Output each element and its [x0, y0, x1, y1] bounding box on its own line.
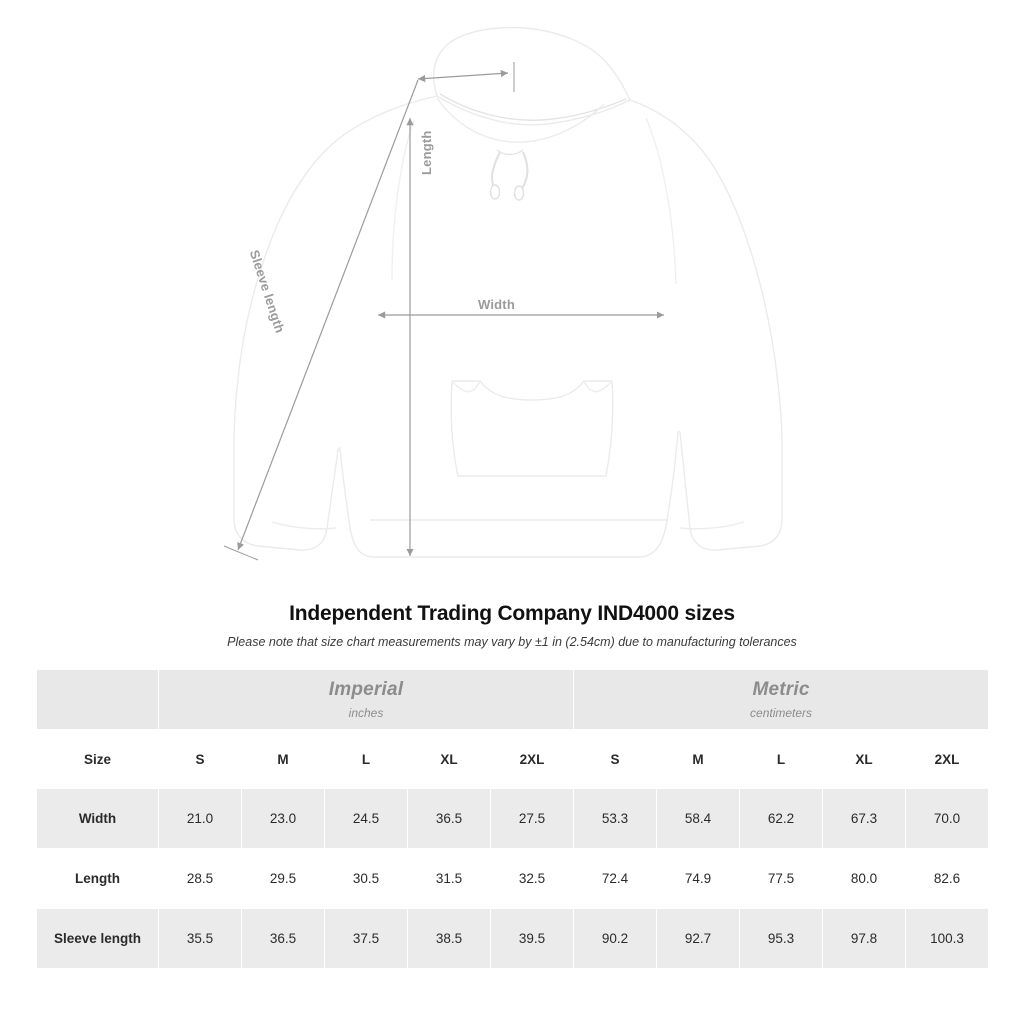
table-cell: 72.4 — [574, 849, 657, 909]
size-header-cell: XL — [408, 730, 491, 789]
unit-header-spacer — [37, 670, 159, 730]
size-header-cell: L — [325, 730, 408, 789]
table-cell: 24.5 — [325, 789, 408, 849]
table-cell: 29.5 — [242, 849, 325, 909]
table-cell: 39.5 — [491, 909, 574, 969]
table-cell: 38.5 — [408, 909, 491, 969]
unit-header-imperial — [159, 670, 574, 730]
table-cell: 70.0 — [906, 789, 989, 849]
title-block — [0, 602, 1024, 649]
table-cell: 32.5 — [491, 849, 574, 909]
table-cell: 36.5 — [408, 789, 491, 849]
size-header-cell: S — [159, 730, 242, 789]
size-header-row — [37, 730, 989, 789]
table-cell: 80.0 — [823, 849, 906, 909]
size-header-cell: L — [740, 730, 823, 789]
table-cell: 90.2 — [574, 909, 657, 969]
size-chart-table — [36, 669, 989, 969]
table-cell: 21.0 — [159, 789, 242, 849]
table-row — [37, 849, 989, 909]
size-chart-table-wrap — [36, 669, 988, 969]
table-cell: 82.6 — [906, 849, 989, 909]
size-header-cell: M — [657, 730, 740, 789]
table-cell: 28.5 — [159, 849, 242, 909]
table-cell: 30.5 — [325, 849, 408, 909]
table-cell: 92.7 — [657, 909, 740, 969]
size-header-cell: XL — [823, 730, 906, 789]
unit-header-metric-sub: centimeters — [750, 706, 813, 720]
size-header-cell: M — [242, 730, 325, 789]
size-header-cell: 2XL — [906, 730, 989, 789]
table-cell: 35.5 — [159, 909, 242, 969]
table-cell: 67.3 — [823, 789, 906, 849]
unit-header-metric-name: Metric — [752, 679, 810, 700]
hoodie-body-shape — [234, 28, 782, 557]
table-cell: 74.9 — [657, 849, 740, 909]
table-cell: 100.3 — [906, 909, 989, 969]
size-header-cell: S — [574, 730, 657, 789]
table-row — [37, 789, 989, 849]
table-cell: 27.5 — [491, 789, 574, 849]
table-row — [37, 909, 989, 969]
row-label-width: Width — [37, 789, 159, 849]
unit-header-row — [37, 670, 989, 730]
table-cell: 53.3 — [574, 789, 657, 849]
width-dimension-label: Width — [478, 297, 515, 312]
table-cell: 97.8 — [823, 909, 906, 969]
size-header-label: Size — [37, 730, 159, 789]
sleeve-length-dimension-label: Sleeve length — [246, 248, 288, 335]
table-cell: 62.2 — [740, 789, 823, 849]
table-cell: 37.5 — [325, 909, 408, 969]
page-title: Independent Trading Company IND4000 sizes — [289, 602, 735, 625]
size-header-cell: 2XL — [491, 730, 574, 789]
unit-header-imperial-name: Imperial — [328, 679, 404, 700]
tolerance-note: Please note that size chart measurements may vary by ±1 in (2.54cm) due to manufacturing tolerances — [227, 635, 797, 649]
table-cell: 36.5 — [242, 909, 325, 969]
table-cell: 95.3 — [740, 909, 823, 969]
table-cell: 58.4 — [657, 789, 740, 849]
unit-header-imperial-sub: inches — [348, 706, 384, 720]
length-dimension-label: Length — [419, 130, 434, 175]
table-cell: 77.5 — [740, 849, 823, 909]
row-label-length: Length — [37, 849, 159, 909]
row-label-sleeve-length: Sleeve length — [37, 909, 159, 969]
table-cell: 23.0 — [242, 789, 325, 849]
unit-header-metric — [574, 670, 989, 730]
table-cell: 31.5 — [408, 849, 491, 909]
